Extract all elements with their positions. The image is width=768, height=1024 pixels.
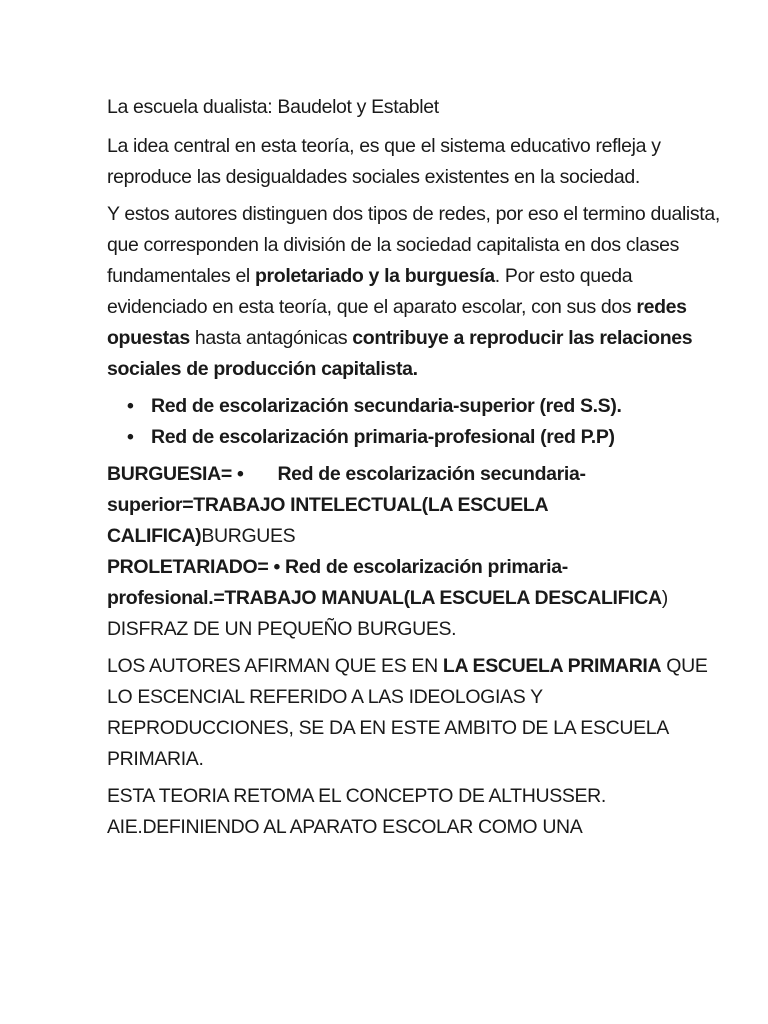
paragraph-central-idea: La idea central en esta teoría, es que el sistema educativo refleja y reproduce las desigualdades sociales existentes en la sociedad.: [107, 135, 661, 188]
bold-span: contribuye a reproducir las relaciones sociales de producción capitalista.: [107, 327, 693, 380]
paragraph-primary-school: [107, 651, 728, 775]
text-span: Y estos autores distinguen dos tipos de redes, por eso el termino dualista, que corresponden la división de la sociedad capitalista en dos clases fundamentales el: [107, 203, 720, 287]
bold-span: proletariado y la burguesía: [254, 265, 495, 287]
bold-span: Red de escolarización secundaria-superior=TRABAJO INTELECTUAL(LA ESCUELA CALIFICA): [107, 463, 586, 547]
text-span: ESTA TEORIA RETOMA EL CONCEPTO DE ALTHUSSER.: [107, 785, 606, 807]
bold-span: BURGUESIA= •: [107, 463, 244, 485]
text-span: DISFRAZ DE UN PEQUEÑO BURGUES.: [107, 618, 457, 640]
paragraph-althusser: [107, 781, 728, 843]
bold-span: PROLETARIADO= • Red de escolarización primaria-profesional.=TRABAJO MANUAL(LA ESCUELA DESCALIFICA: [107, 556, 662, 609]
bold-span: LA ESCUELA PRIMARIA: [442, 655, 662, 677]
list-item: [107, 391, 728, 422]
bullet-dot-icon: •: [127, 426, 134, 448]
text-span: LOS AUTORES AFIRMAN QUE ES EN: [107, 655, 443, 677]
document-title: La escuela dualista: Baudelot y Establet: [107, 96, 439, 118]
text-span: hasta antagónicas: [189, 327, 353, 349]
paragraph-burguesia: [107, 459, 728, 552]
text-span: . Por esto queda evidenciado en esta teoría, que el aparato escolar, con sus dos: [107, 265, 637, 318]
network-list: [107, 391, 728, 453]
text-span: ): [661, 587, 668, 609]
text-span: BURGUES: [201, 525, 296, 547]
text-span: QUE LO ESCENCIAL REFERIDO A LAS IDEOLOGIAS Y REPRODUCCIONES, SE DA EN ESTE AMBITO DE LA ESCUELA PRIMARIA.: [107, 655, 708, 770]
list-item-text: Red de escolarización primaria-profesional (red P.P): [151, 426, 615, 448]
bullet-dot-icon: •: [127, 395, 134, 417]
list-item-text: Red de escolarización secundaria-superior (red S.S).: [151, 395, 622, 417]
paragraph-proletariado: [107, 552, 728, 645]
paragraph-two-networks: [107, 199, 728, 385]
list-item: [107, 422, 728, 453]
text-span: AIE.DEFINIENDO AL APARATO ESCOLAR COMO UNA: [107, 816, 583, 838]
bold-span: redes opuestas: [107, 296, 687, 349]
